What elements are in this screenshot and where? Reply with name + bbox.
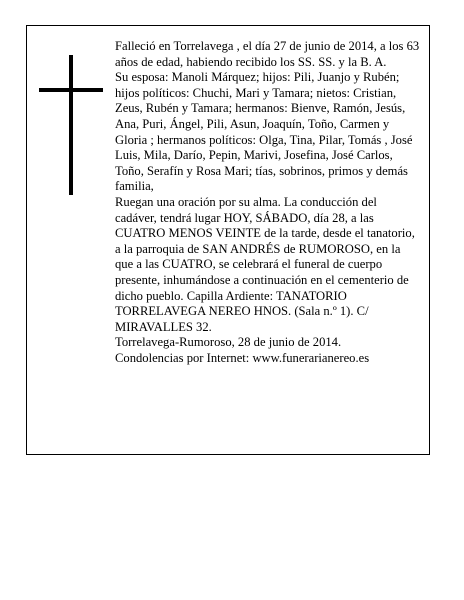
funeral-details: Ruegan una oración por su alma. La conducción del cadáver, tendrá lugar HOY, SÁBADO, día 28, a las CUATRO MENOS VEINTE de la tarde, desde el tanatorio, a la parroquia de SAN ANDRÉS de RUMOROSO, en la que a las CUATRO, se celebrará el funeral de cuerpo presente, inhumándose a continuación en el cementerio de dicho pueblo. Capilla Ardiente: TANATORIO TORRELAVEGA NEREO HNOS. (Sala n.º 1). C/ MIRAVALLES 32.	[115, 194, 415, 334]
cross-icon-vertical-bar	[69, 55, 73, 195]
family-list: Su esposa: Manoli Márquez; hijos: Pili, Juanjo y Rubén; hijos políticos: Chuchi, Mari y Tamara; nietos: Cristian, Zeus, Rubén y Tamara; hermanos: Bienve, Ramón, Jesús, Ana, Puri, Ángel, Pili, Asun, Joaquín, Toño, Carmen y Gloria ; hermanos políticos: Olga, Tina, Pilar, Tomás , José Luis, Mila, Darío, Pepin, Marivi, Josefina, José Carlos, Toño, Serafín y Rosa Mari; tías, sobrinos, primos y demás familia,	[115, 70, 413, 194]
obituary-text	[115, 39, 420, 366]
place-and-date: Torrelavega-Rumoroso, 28 de junio de 2014.	[115, 335, 342, 350]
death-announcement: Falleció en Torrelavega , el día 27 de junio de 2014, a los 63 años de edad, habiendo recibido los SS. SS. y la B. A.	[115, 39, 420, 69]
obituary-notice	[26, 25, 430, 455]
condolences-website: Condolencias por Internet: www.funerarianereo.es	[115, 350, 370, 365]
cross-icon-horizontal-bar	[39, 88, 103, 92]
